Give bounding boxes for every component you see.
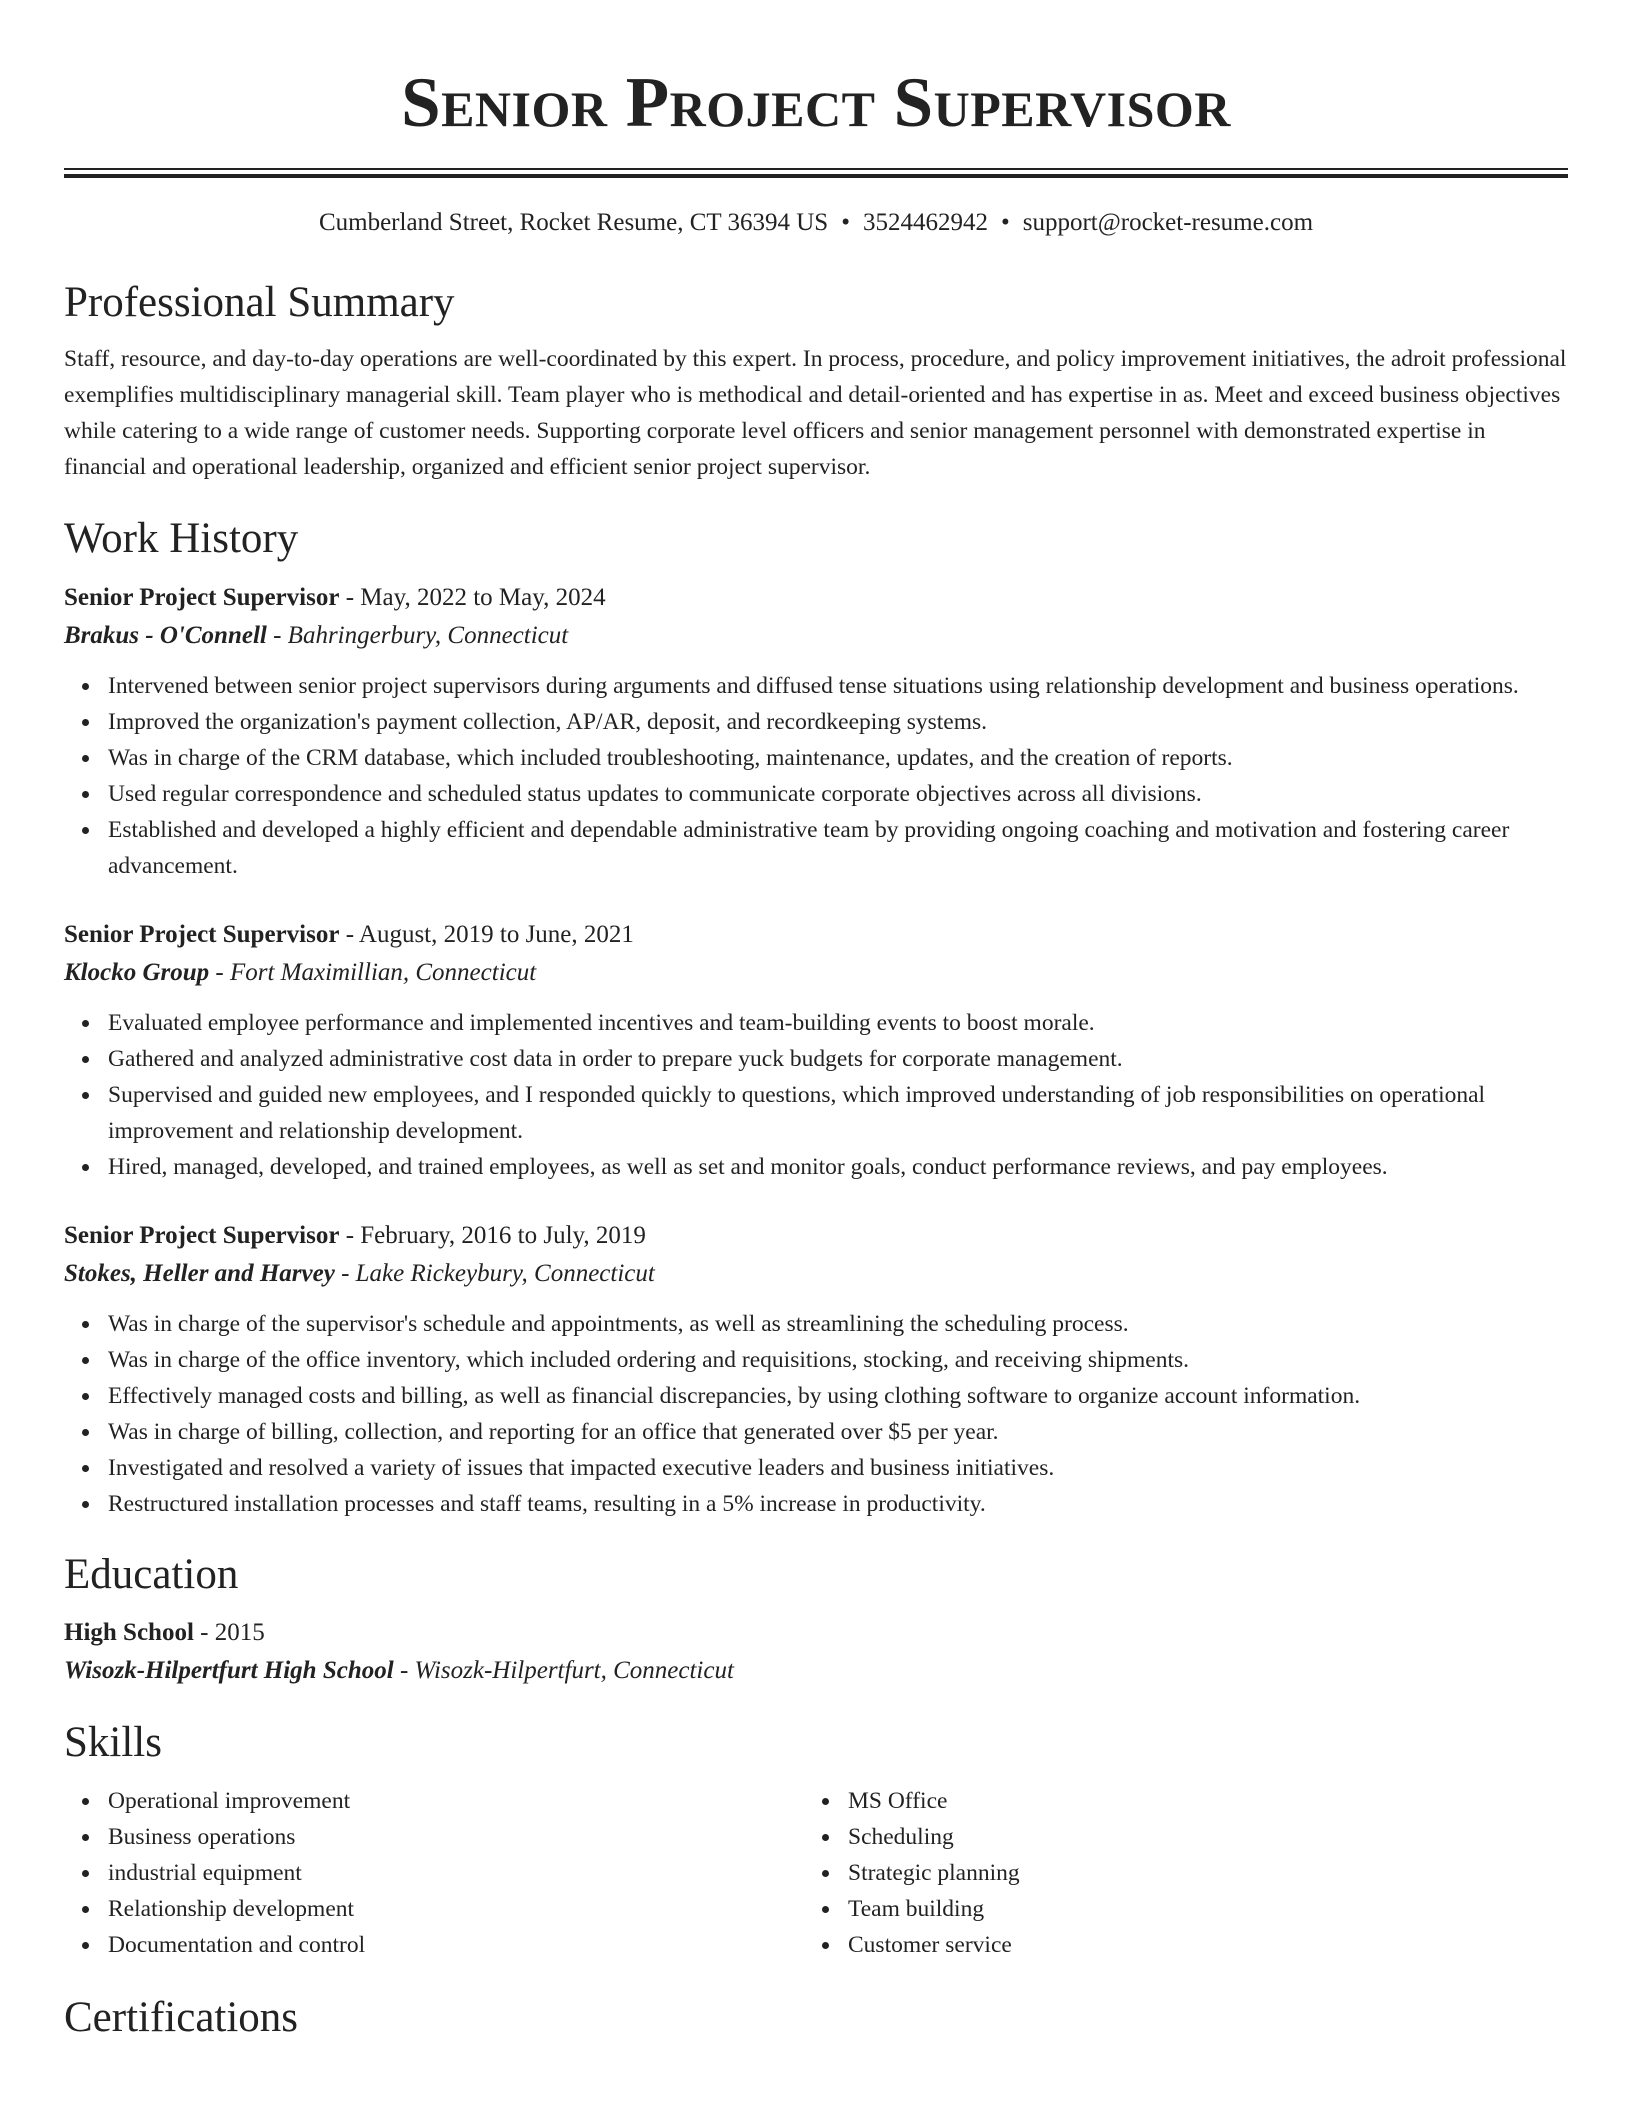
section-heading-education: Education (64, 1551, 239, 1598)
list-item: Established and developed a highly efficient and dependable administrative team by providing ongoing coaching and motivation and fostering career advancement. (108, 812, 1568, 884)
company-name: Stokes, Heller and Harvey (64, 1260, 335, 1287)
dash: - (345, 921, 355, 948)
resume-page (64, 0, 1568, 2043)
job-title: Senior Project Supervisor (64, 584, 340, 611)
job-title-line (64, 916, 1568, 954)
list-item: Documentation and control (108, 1927, 804, 1963)
section-heading-certifications: Certifications (64, 1994, 299, 2041)
list-item: Supervised and guided new employees, and I responded quickly to questions, which improved understanding of job responsibilities on operational improvement and relationship development. (108, 1077, 1568, 1149)
skills-list-right (804, 1783, 1544, 1963)
list-item: Team building (848, 1891, 1544, 1927)
dash: - (345, 584, 355, 611)
contact-separator: • (1000, 209, 1010, 236)
job-bullet-list (64, 1306, 1568, 1522)
section-heading-summary: Professional Summary (64, 279, 455, 326)
education-school-line (64, 1652, 1568, 1690)
dash: - (399, 1657, 409, 1684)
skills-list-left (64, 1783, 804, 1963)
company-location: Fort Maximillian, Connecticut (229, 959, 537, 986)
contact-phone: 3524462942 (862, 209, 988, 236)
company-name: Klocko Group (64, 959, 210, 986)
contact-email: support@rocket-resume.com (1022, 209, 1314, 236)
dash: - (341, 1260, 350, 1287)
list-item: MS Office (848, 1783, 1544, 1819)
company-location: Lake Rickeybury, Connecticut (355, 1260, 655, 1287)
list-item: Relationship development (108, 1891, 804, 1927)
dash: - (345, 1222, 355, 1249)
education-location: Wisozk-Hilpertfurt, Connecticut (414, 1657, 734, 1684)
list-item: Operational improvement (108, 1783, 804, 1819)
title-double-rule (64, 168, 1568, 178)
education-school: Wisozk-Hilpertfurt High School (64, 1657, 394, 1684)
company-name: Brakus - O'Connell (64, 622, 267, 649)
list-item: Customer service (848, 1927, 1544, 1963)
list-item: Investigated and resolved a variety of issues that impacted executive leaders and business initiatives. (108, 1450, 1568, 1486)
job-title: Senior Project Supervisor (64, 1222, 340, 1249)
company-line (64, 617, 1568, 655)
company-line (64, 1255, 1568, 1293)
list-item: Intervened between senior project supervisors during arguments and diffused tense situations using relationship development and business operations. (108, 668, 1568, 704)
rule-thin-line (64, 168, 1568, 170)
education-year: 2015 (214, 1619, 265, 1646)
education-degree-line (64, 1614, 1568, 1652)
job-dates: May, 2022 to May, 2024 (360, 584, 606, 611)
list-item: Effectively managed costs and billing, as well as financial discrepancies, by using clothing software to organize account information. (108, 1378, 1568, 1414)
list-item: Was in charge of the CRM database, which included troubleshooting, maintenance, updates, and the creation of reports. (108, 740, 1568, 776)
list-item: Restructured installation processes and staff teams, resulting in a 5% increase in productivity. (108, 1486, 1568, 1522)
list-item: Was in charge of the office inventory, which included ordering and requisitions, stocking, and receiving shipments. (108, 1342, 1568, 1378)
section-heading-skills: Skills (64, 1719, 162, 1766)
rule-thick-line (64, 174, 1568, 178)
summary-text: Staff, resource, and day-to-day operations are well-coordinated by this expert. In process, procedure, and policy improvement initiatives, the adroit professional exemplifies multidisciplinary managerial skill. Team player who is methodical and detail-oriented and has expertise in as. Meet and exceed business objectives while catering to a wide range of customer needs. Supporting corporate level officers and senior management personnel with demonstrated expertise in financial and operational leadership, organized and efficient senior project supervisor. (64, 346, 1567, 480)
job-entry (64, 579, 1568, 884)
list-item: Strategic planning (848, 1855, 1544, 1891)
list-item: Hired, managed, developed, and trained employees, as well as set and monitor goals, conduct performance reviews, and pay employees. (108, 1149, 1568, 1185)
dash: - (215, 959, 224, 986)
job-bullet-list (64, 668, 1568, 884)
list-item: Used regular correspondence and scheduled status updates to communicate corporate objectives across all divisions. (108, 776, 1568, 812)
list-item: Gathered and analyzed administrative cost data in order to prepare yuck budgets for corporate management. (108, 1041, 1568, 1077)
contact-address: Cumberland Street, Rocket Resume, CT 36394 US (318, 209, 829, 236)
dash: - (200, 1619, 209, 1646)
education-degree: High School (64, 1619, 194, 1646)
company-line (64, 954, 1568, 992)
list-item: industrial equipment (108, 1855, 804, 1891)
list-item: Scheduling (848, 1819, 1544, 1855)
job-dates: February, 2016 to July, 2019 (360, 1222, 646, 1249)
job-title: Senior Project Supervisor (64, 921, 340, 948)
list-item: Was in charge of billing, collection, and reporting for an office that generated over $5 per year. (108, 1414, 1568, 1450)
resume-title: Senior Project Supervisor (401, 64, 1231, 142)
skills-columns (64, 1783, 1568, 1963)
list-item: Evaluated employee performance and implemented incentives and team-building events to boost morale. (108, 1005, 1568, 1041)
section-heading-work-history: Work History (64, 515, 299, 562)
job-entry (64, 916, 1568, 1185)
contact-line (64, 208, 1568, 238)
job-title-line (64, 1217, 1568, 1255)
list-item: Business operations (108, 1819, 804, 1855)
job-dates: August, 2019 to June, 2021 (358, 921, 634, 948)
job-bullet-list (64, 1005, 1568, 1185)
list-item: Was in charge of the supervisor's schedule and appointments, as well as streamlining the scheduling process. (108, 1306, 1568, 1342)
company-location: Bahringerbury, Connecticut (287, 622, 569, 649)
contact-separator: • (841, 209, 850, 236)
job-entry (64, 1217, 1568, 1522)
education-entry (64, 1614, 1568, 1690)
list-item: Improved the organization's payment collection, AP/AR, deposit, and recordkeeping systems. (108, 704, 1568, 740)
job-title-line (64, 579, 1568, 617)
dash: - (273, 622, 282, 649)
